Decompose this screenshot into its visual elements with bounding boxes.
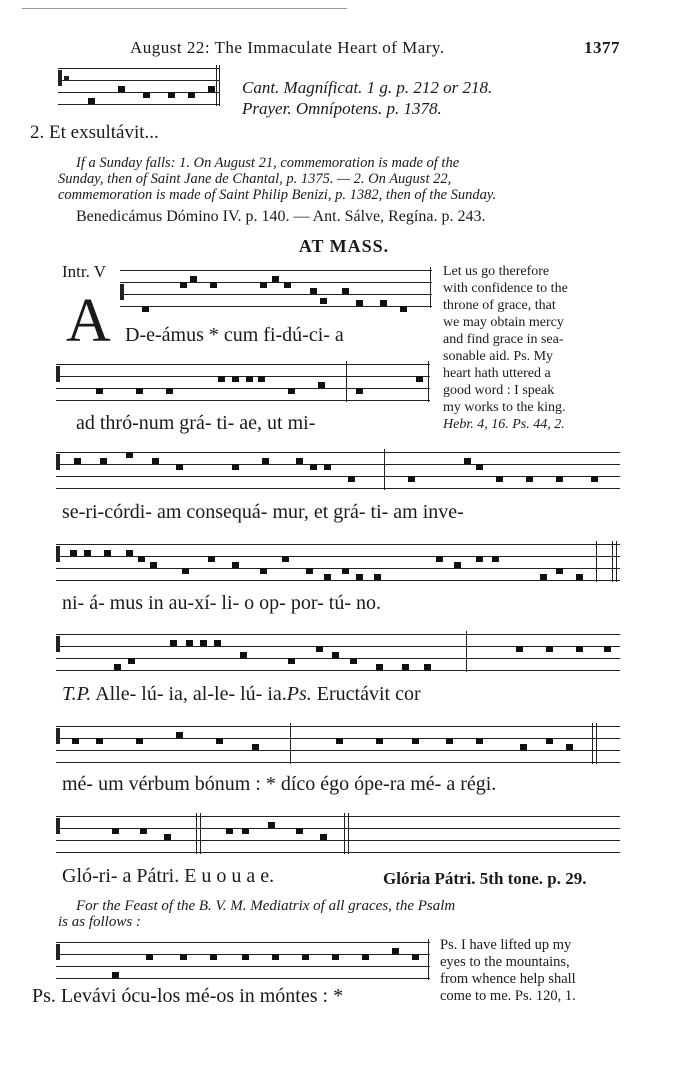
running-title: August 22: The Immaculate Heart of Mary. <box>130 38 445 57</box>
intr-lyric-2: ad thró-num grá- ti- ae, ut mi- <box>76 412 316 434</box>
alleluia-lyric <box>62 683 421 706</box>
intr-translation <box>443 263 621 433</box>
rubric-sunday-1: If a Sunday falls: 1. On August 21, commemoration is made of the <box>76 155 460 171</box>
mediatrix-psalm-lyric: Ps. Levávi ócu-los mé-os in móntes : * <box>32 985 344 1007</box>
staff-intr-1 <box>120 270 432 306</box>
translation-line: with confidence to the <box>443 281 568 296</box>
tp-label: T.P. <box>62 683 92 705</box>
alleluia-text: Alle- lú- ia, al-le- lú- ia. <box>95 683 287 705</box>
staff-intr-2 <box>56 364 430 400</box>
mediatrix-rubric-1: For the Feast of the B. V. M. Mediatrix of all graces, the Psalm <box>76 898 456 914</box>
running-header <box>130 38 620 58</box>
rubric-sunday-3: commemoration is made of Saint Philip Benizi, p. 1382, then of the Sunday. <box>58 187 497 203</box>
staff-alleluia <box>56 634 620 670</box>
ps-incipit: Eructávit cor <box>316 683 421 705</box>
prayer-line: Prayer. Omnípotens. p. 1378. <box>242 99 442 118</box>
translation-line: sonable aid. Ps. My <box>443 349 554 364</box>
translation-line: my works to the king. <box>443 400 566 415</box>
mediatrix-rubric-2: is as follows : <box>58 914 141 930</box>
intr-lyric-1: D-e-ámus * cum fi-dú-ci- a <box>125 324 344 346</box>
psalm-lyric: mé- um vérbum bónum : * díco égo ópe-ra mé- a régi. <box>62 773 497 795</box>
page-number: 1377 <box>584 38 620 57</box>
translation-line: we may obtain mercy <box>443 315 564 330</box>
translation-line: from whence help shall <box>440 971 576 987</box>
translation-line: throne of grace, that <box>443 298 556 313</box>
translation-citation: Hebr. 4, 16. Ps. 44, 2. <box>443 417 565 432</box>
translation-line: eyes to the mountains, <box>440 954 570 970</box>
intr-label: Intr. V <box>62 262 107 281</box>
staff-intr-4 <box>56 544 620 580</box>
translation-line: and find grace in sea- <box>443 332 564 347</box>
translation-line: heart hath uttered a <box>443 366 551 381</box>
translation-line: good word : I speak <box>443 383 555 398</box>
staff-vespers <box>58 68 220 104</box>
translation-line: come to me. Ps. 120, 1. <box>440 988 576 1004</box>
translation-line: Let us go therefore <box>443 264 550 279</box>
cant-line: Cant. Magníficat. 1 g. p. 212 or 218. <box>242 78 493 97</box>
top-rule <box>22 8 347 9</box>
mediatrix-translation <box>440 937 620 1005</box>
staff-intr-3 <box>56 452 620 488</box>
rubric-sunday-2: Sunday, then of Saint Jane de Chantal, p. 1375. — 2. On August 22, <box>58 171 452 187</box>
translation-line: Ps. I have lifted up my <box>440 937 572 953</box>
intr-lyric-4: ni- á- mus in au-xí- li- o op- por- tú- no. <box>62 592 381 614</box>
gloria-lyric: Gló-ri- a Pátri. E u o u a e. <box>62 865 275 887</box>
intr-lyric-3: se-ri-córdi- am consequá- mur, et grá- ti- am inve- <box>62 501 464 523</box>
staff-gloria <box>56 816 620 852</box>
verse-2: 2. Et exsultávit... <box>30 122 159 143</box>
initial-letter: A <box>66 287 111 355</box>
ps-label: Ps. <box>286 683 312 705</box>
gloria-note: Glória Pátri. 5th tone. p. 29. <box>383 869 587 888</box>
benedicamus-line: Benedicámus Dómino IV. p. 140. — Ant. Sálve, Regína. p. 243. <box>76 208 486 225</box>
staff-psalm <box>56 726 620 762</box>
staff-mediatrix <box>56 942 430 978</box>
section-title: AT MASS. <box>298 236 390 256</box>
